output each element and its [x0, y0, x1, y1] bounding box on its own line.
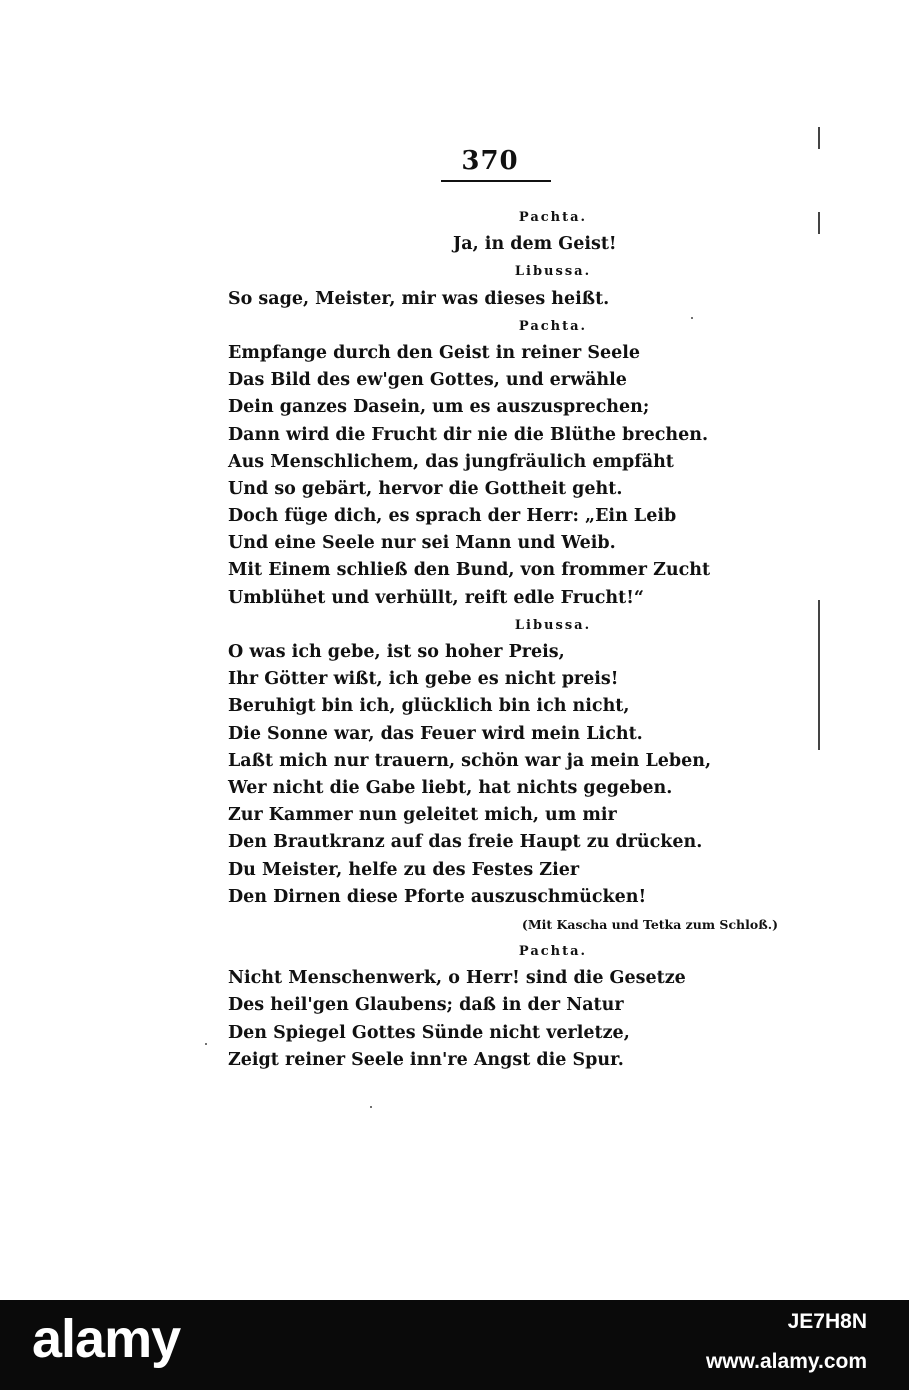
verse-line: O was ich gebe, ist so hoher Preis, — [228, 642, 565, 662]
verse-line: Das Bild des ew'gen Gottes, und erwähle — [228, 370, 627, 391]
speck — [370, 1106, 372, 1108]
verse-line: Laßt mich nur trauern, schön war ja mein Leben, — [228, 750, 712, 771]
verse-line: Den Brautkranz auf das freie Haupt zu drücken. — [228, 832, 703, 853]
verse-line: Wer nicht die Gabe liebt, hat nichts gegeben. — [228, 777, 673, 798]
verse-line: Aus Menschlichem, das jungfräulich empfäht — [228, 451, 674, 472]
margin-mark — [818, 127, 820, 149]
speaker-name: Libussa. — [514, 264, 592, 280]
verse-line: Du Meister, helfe zu des Festes Zier — [228, 859, 580, 880]
speaker-name: Pachta. — [518, 318, 588, 334]
verse-line: Empfange durch den Geist in reiner Seele — [228, 342, 641, 363]
margin-mark — [818, 212, 820, 234]
verse-line: Mit Einem schließ den Bund, von frommer Zucht — [228, 560, 711, 581]
speck — [205, 1043, 207, 1045]
site-url: www.alamy.com — [705, 1350, 867, 1373]
verse-line: Die Sonne war, das Feuer wird mein Licht. — [228, 723, 643, 744]
verse-line: Doch füge dich, es sprach der Herr: „Ein Leib — [228, 506, 677, 527]
verse-line: Zur Kammer nun geleitet mich, um mir — [228, 805, 617, 826]
verse-line: Dein ganzes Dasein, um es auszusprechen; — [228, 397, 650, 418]
verse-line: Nicht Menschenwerk, o Herr! sind die Gesetze — [228, 968, 686, 989]
header-rule — [441, 180, 551, 182]
poem-text — [228, 204, 788, 1074]
speaker-name: Pachta. — [518, 944, 588, 960]
verse-line: Und so gebärt, hervor die Gottheit geht. — [228, 478, 623, 499]
verse-line: Des heil'gen Glaubens; daß in der Natur — [228, 995, 624, 1016]
page-number: 370 — [461, 146, 519, 176]
alamy-logo: alamy — [32, 1309, 181, 1369]
verse-line: Und eine Seele nur sei Mann und Weib. — [228, 533, 616, 554]
verse-line: So sage, Meister, mir was dieses heißt. — [228, 288, 610, 309]
verse-line: Dann wird die Frucht dir nie die Blüthe brechen. — [228, 424, 709, 445]
margin-mark — [818, 600, 820, 750]
verse-line: Den Dirnen diese Pforte auszuschmücken! — [228, 886, 647, 907]
verse-line: Zeigt reiner Seele inn're Angst die Spur. — [228, 1049, 624, 1070]
image-id: JE7H8N — [787, 1310, 867, 1333]
verse-line: Umblühet und verhüllt, reift edle Frucht!“ — [228, 587, 644, 608]
watermark-footer — [0, 1300, 909, 1390]
speaker-name: Pachta. — [518, 210, 588, 225]
verse-line: Beruhigt bin ich, glücklich bin ich nicht, — [228, 696, 630, 717]
verse-line: Den Spiegel Gottes Sünde nicht verletze, — [228, 1022, 630, 1043]
stage-direction: (Mit Kascha und Tetka zum Schloß.) — [521, 916, 778, 932]
speaker-name: Libussa. — [514, 617, 592, 633]
verse-line: Ja, in dem Geist! — [453, 234, 617, 255]
verse-line: Ihr Götter wißt, ich gebe es nicht preis! — [228, 669, 619, 690]
